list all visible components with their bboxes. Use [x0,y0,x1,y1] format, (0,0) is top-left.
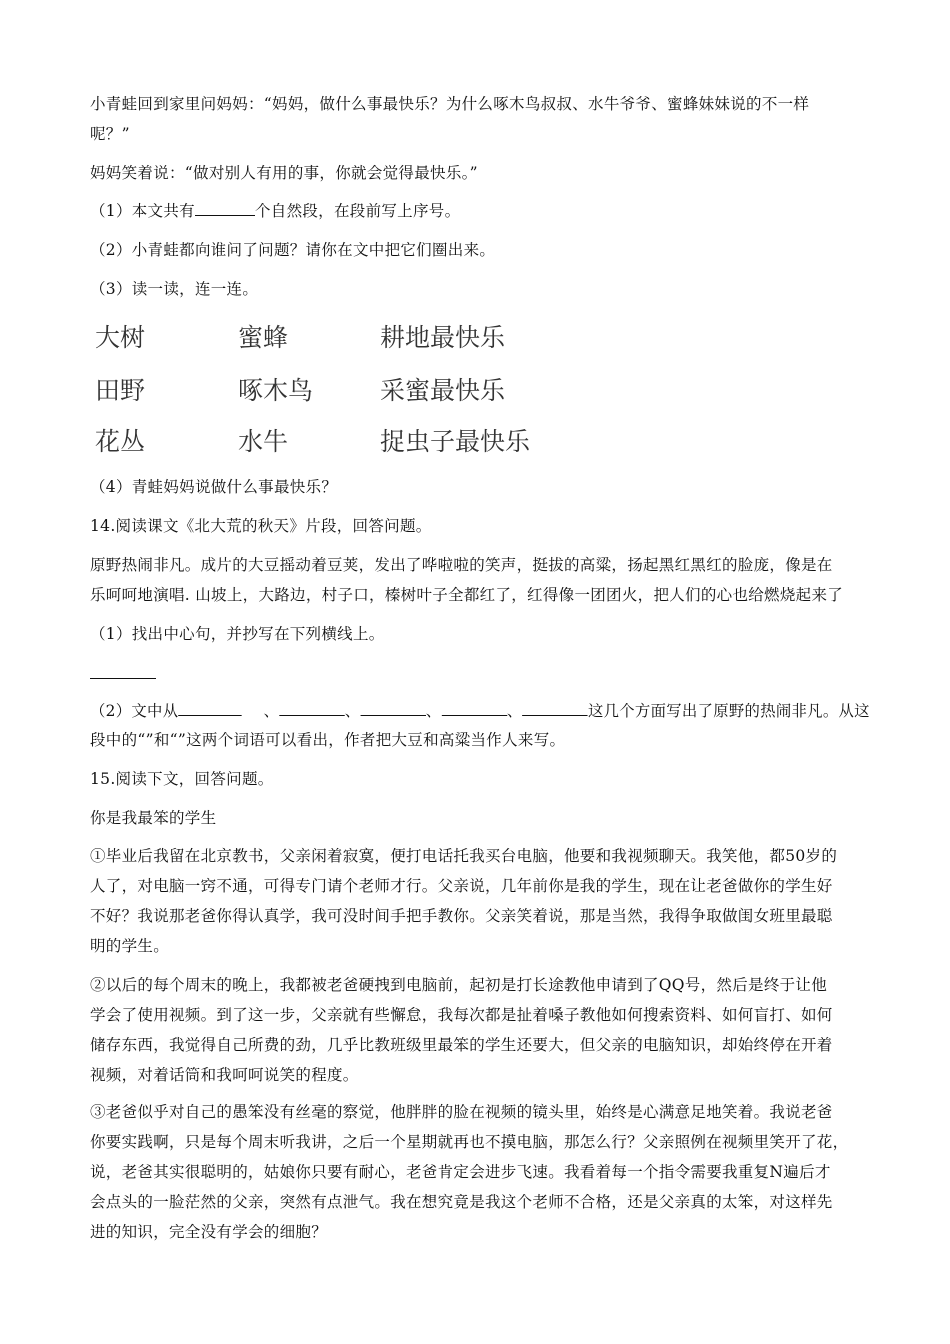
q14-question-2-line-2: 段中的“”和“”这两个词语可以看出，作者把大豆和高粱当作人来写。 [90,731,566,749]
q13-question-1 [90,201,460,221]
answer-blank[interactable] [523,701,588,716]
q14-q2-suffix: 这几个方面写出了原野的热闹非凡。从这 [587,702,870,720]
q13-question-4: （4）青蛙妈妈说做什么事最快乐？ [90,478,338,496]
q14-question-1: （1）找出中心句，并抄写在下列横线上。 [90,625,385,643]
paragraph-3-line: 说，老爸其实很聪明的，姑娘你只要有耐心，老爸肯定会进步飞速。我看着每一个指令需要我重复N遍后才 [90,1163,831,1181]
q14-passage-line-1: 原野热闹非凡。成片的大豆摇动着豆荚，发出了哗啦啦的笑声，挺拔的高粱，扬起黑红黑红的脸庞，像是在 [90,556,833,574]
paragraph-1-line: 人了，对电脑一窍不通，可得专门请个老师才行。父亲说，几年前你是我的学生，现在让老爸做你的学生好 [90,877,833,895]
separator: 、 [344,702,361,720]
q13-question-2: （2）小青蛙都向谁问了问题？请你在文中把它们圈出来。 [90,241,496,259]
separator: 、 [506,702,523,720]
story-title: 你是我最笨的学生 [90,809,217,827]
q14-question-2 [90,701,870,721]
paragraph-3-line: ③老爸似乎对自己的愚笨没有丝毫的察觉，他胖胖的脸在视频的镜头里，始终是心满意足地笑着。我说老爸 [90,1103,833,1121]
match-col2-item-1[interactable]: 蜜蜂 [238,323,289,352]
match-col3-item-3[interactable]: 捉虫子最快乐 [380,427,531,456]
paragraph-1-line: ①毕业后我留在北京教书，父亲闲着寂寞，便打电话托我买台电脑，他要和我视频聊天。我笑他，都50岁的 [90,847,838,865]
match-col1-item-3[interactable]: 花丛 [95,427,146,456]
q13-q1-suffix: 个自然段，在段前写上序号。 [254,202,461,220]
answer-blank[interactable] [279,701,344,716]
q13-q1-prefix: （1）本文共有 [90,202,195,220]
paragraph-1-line: 不好？我说那老爸你得认真学，我可没时间手把手教你。父亲笑着说，那是当然，我得争取做闺女班里最聪 [90,907,833,925]
match-col2-item-2[interactable]: 啄木鸟 [238,376,314,405]
answer-blank[interactable] [178,701,241,716]
intro-line-1: 小青蛙回到家里问妈妈：“妈妈，做什么事最快乐？为什么啄木鸟叔叔、水牛爷爷、蜜蜂妹妹说的不一样 [90,95,810,113]
q14-passage-line-2: 乐呵呵地演唱. 山坡上，大路边，村子口，榛树叶子全都红了，红得像一团团火，把人们的心也给燃烧起来了 [90,586,844,604]
paragraph-2-line: 视频，对着话筒和我呵呵说笑的程度。 [90,1066,359,1084]
paragraph-3-line: 你要实践啊，只是每个周末听我讲，之后一个星期就再也不摸电脑，那怎么行？父亲照例在视频里笑开了花， [90,1133,849,1151]
q13-question-3: （3）读一读，连一连。 [90,280,259,298]
match-col3-item-2[interactable]: 采蜜最快乐 [380,376,506,405]
answer-blank[interactable] [195,201,255,216]
q14-title: 14.阅读课文《北大荒的秋天》片段，回答问题。 [90,517,432,535]
answer-blank[interactable] [441,701,506,716]
separator: 、 [425,702,442,720]
intro-line-2: 呢？” [90,125,130,143]
answer-blank[interactable] [360,701,425,716]
separator: 、 [263,702,280,720]
paragraph-3-line: 进的知识，完全没有学会的细胞？ [90,1223,328,1241]
match-col2-item-3[interactable]: 水牛 [238,427,289,456]
intro-line-3: 妈妈笑着说：“做对别人有用的事，你就会觉得最快乐。” [90,164,478,182]
paragraph-2-line: 学会了使用视频。到了这一步，父亲就有些懈怠，我每次都是扯着嗓子教他如何搜索资料、如何盲打、如何 [90,1006,833,1024]
q14-q2-prefix: （2）文中从 [90,702,179,720]
paragraph-3-line: 会点头的一脸茫然的父亲，突然有点泄气。我在想究竟是我这个老师不合格，还是父亲真的太笨，对这样先 [90,1193,833,1211]
match-col1-item-1[interactable]: 大树 [95,323,146,352]
paragraph-2-line: ②以后的每个周末的晚上，我都被老爸硬拽到电脑前，起初是打长途教他申请到了QQ号，然后是终于让他 [90,976,828,994]
paragraph-2-line: 储存东西，我觉得自己所费的劲，几乎比教班级里最笨的学生还要大，但父亲的电脑知识，却始终停在开着 [90,1036,833,1054]
q15-title: 15.阅读下文，回答问题。 [90,770,274,788]
match-col3-item-1[interactable]: 耕地最快乐 [380,323,506,352]
answer-line[interactable] [90,678,156,679]
match-col1-item-2[interactable]: 田野 [95,376,146,405]
paragraph-1-line: 明的学生。 [90,937,170,955]
